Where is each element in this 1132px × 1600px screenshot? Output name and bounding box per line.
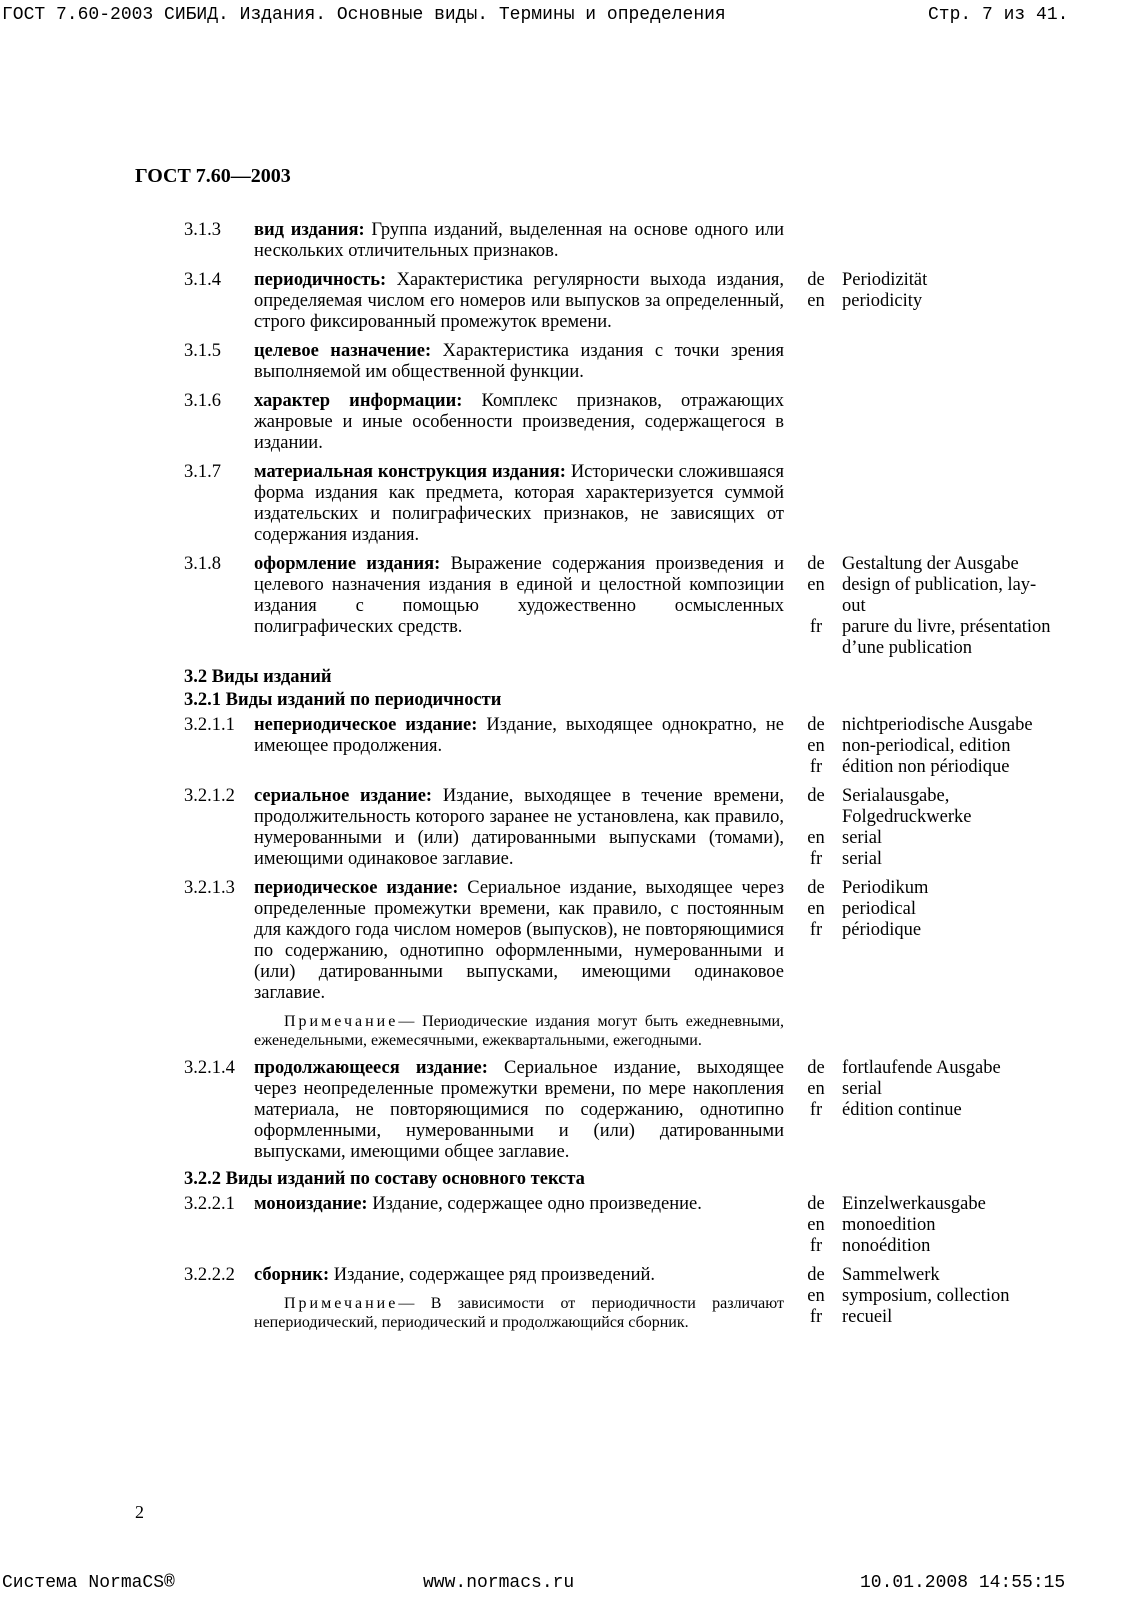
entry-number: 3.1.8 xyxy=(184,554,221,574)
entry-number: 3.1.4 xyxy=(184,270,221,290)
language-code: en xyxy=(807,899,825,919)
language-code: fr xyxy=(809,920,823,940)
equivalent-term: périodique xyxy=(842,920,922,940)
equivalent-row xyxy=(804,786,1054,828)
definition-text xyxy=(254,1058,784,1163)
footer-timestamp: 10.01.2008 14:55:15 xyxy=(860,1573,1066,1593)
term-entry xyxy=(184,786,1084,870)
foreign-equivalents xyxy=(804,1265,1054,1332)
equivalent-row xyxy=(804,1265,1054,1286)
entry-number: 3.1.3 xyxy=(184,220,221,240)
entry-definition xyxy=(254,1265,784,1332)
definition-text xyxy=(254,341,784,383)
equivalent-row xyxy=(804,757,1054,778)
term-entry xyxy=(184,462,1084,546)
equivalent-row xyxy=(804,1215,1054,1236)
foreign-equivalents xyxy=(804,220,1054,262)
definition-body: Сериальное издание, выходящее через неопределенные промежутки времени, по мере накопления материала, не повторяющимися по содержанию, однотипно оформленными, нумерованными и (или) датированными выпусками, имеющими общее заглавие. xyxy=(254,1058,784,1162)
definition-body: Издание, выходящее в течение времени, продолжительность которого заранее не установлена, как правило, нумерованными и (или) датированными выпусками (томами), имеющими одинаковое заглавие. xyxy=(254,786,785,869)
definition-body: Издание, содержащее ряд произведений. xyxy=(329,1265,656,1285)
foreign-equivalents xyxy=(804,1194,1054,1257)
language-code: de xyxy=(807,1265,825,1285)
entries-group-3-1 xyxy=(184,220,1084,659)
language-code: en xyxy=(807,828,825,848)
equivalent-term: non-periodical, edition xyxy=(842,736,1011,756)
equivalent-term: Sammelwerk xyxy=(842,1265,940,1285)
equivalent-term: design of publication, lay-out xyxy=(842,575,1037,616)
equivalent-row xyxy=(804,617,1054,659)
term-entry xyxy=(184,1194,1084,1257)
definition-body: Комплекс признаков, отражающих жанровые и иные особенности произведения, содержащегося в издании. xyxy=(254,391,784,453)
section-title-3-2-1: 3.2.1 Виды изданий по периодичности xyxy=(184,690,502,710)
equivalent-term: Periodizität xyxy=(842,270,928,290)
equivalent-term: periodicity xyxy=(842,291,923,311)
term-name: периодическое издание: xyxy=(254,878,459,898)
note-label: Примечание xyxy=(284,1013,399,1030)
equivalent-row xyxy=(804,920,1054,941)
term-name: целевое назначение: xyxy=(254,341,432,361)
definition-text xyxy=(254,391,784,454)
equivalent-term: édition continue xyxy=(842,1100,962,1120)
equivalent-row xyxy=(804,1236,1054,1257)
equivalent-row xyxy=(804,270,1054,291)
term-entry xyxy=(184,878,1084,1050)
section-title-3-2-2: 3.2.2 Виды изданий по составу основного текста xyxy=(184,1169,585,1189)
entry-definition xyxy=(254,1194,784,1257)
language-code: fr xyxy=(809,617,823,637)
note-label: Примечание xyxy=(284,1295,399,1312)
language-code: de xyxy=(807,1058,825,1078)
equivalent-row xyxy=(804,1100,1054,1121)
entry-number: 3.2.1.3 xyxy=(184,878,235,898)
term-name: материальная конструкция издания: xyxy=(254,462,566,482)
definition-text xyxy=(254,715,784,757)
equivalent-row xyxy=(804,1079,1054,1100)
entry-definition xyxy=(254,462,784,546)
definition-text xyxy=(254,1265,784,1286)
definition-text xyxy=(254,878,784,1004)
footer-website-link[interactable]: www.normacs.ru xyxy=(423,1573,575,1593)
term-name: непериодическое издание: xyxy=(254,715,478,735)
entry-number: 3.2.2.1 xyxy=(184,1194,235,1214)
language-code: en xyxy=(807,1286,825,1306)
language-code: en xyxy=(807,291,825,311)
section-title-3-2: 3.2 Виды изданий xyxy=(184,667,332,687)
foreign-equivalents xyxy=(804,554,1054,659)
equivalent-row xyxy=(804,878,1054,899)
language-code: en xyxy=(807,1079,825,1099)
equivalent-term: periodical xyxy=(842,899,916,919)
entry-number: 3.1.7 xyxy=(184,462,221,482)
equivalent-row xyxy=(804,1194,1054,1215)
term-entry xyxy=(184,391,1084,454)
term-entry xyxy=(184,715,1084,778)
entry-number: 3.1.5 xyxy=(184,341,221,361)
equivalent-row xyxy=(804,736,1054,757)
entry-note xyxy=(254,1294,784,1332)
language-code: de xyxy=(807,715,825,735)
language-code: en xyxy=(807,736,825,756)
foreign-equivalents xyxy=(804,878,1054,1050)
entry-number: 3.2.1.2 xyxy=(184,786,235,806)
definition-body: Характеристика издания с точки зрения выполняемой им общественной функции. xyxy=(254,341,784,382)
equivalent-term: nichtperiodische Ausgabe xyxy=(842,715,1033,735)
equivalent-row xyxy=(804,291,1054,312)
language-code: de xyxy=(807,1194,825,1214)
term-entry xyxy=(184,270,1084,333)
definition-body: Группа изданий, выделенная на основе одного или нескольких отличительных признаков. xyxy=(254,220,784,261)
definition-text xyxy=(254,1194,784,1215)
foreign-equivalents xyxy=(804,1058,1054,1163)
entry-definition xyxy=(254,341,784,383)
entry-number: 3.2.1.1 xyxy=(184,715,235,735)
definition-body: Сериальное издание, выходящее через определенные промежутки времени, как правило, с постоянным для каждого года числом номеров (выпусков), не повторяющимися по содержанию, однотипно оформленными, нумерованными и (или) датированными выпусками, имеющими одинаковое заглавие. xyxy=(254,878,785,1003)
term-entry xyxy=(184,341,1084,383)
entries-group-3-2-2 xyxy=(184,1194,1084,1332)
entry-definition xyxy=(254,715,784,778)
equivalent-row xyxy=(804,849,1054,870)
equivalent-row xyxy=(804,899,1054,920)
foreign-equivalents xyxy=(804,391,1054,454)
equivalent-row xyxy=(804,1286,1054,1307)
term-name: сборник: xyxy=(254,1265,330,1285)
entry-definition xyxy=(254,270,784,333)
equivalent-row xyxy=(804,554,1054,575)
definition-text xyxy=(254,554,784,638)
equivalent-row xyxy=(804,1058,1054,1079)
equivalent-term: serial xyxy=(842,849,883,869)
equivalent-term: recueil xyxy=(842,1307,893,1327)
term-name: сериальное издание: xyxy=(254,786,433,806)
equivalent-term: nonoédition xyxy=(842,1236,931,1256)
foreign-equivalents xyxy=(804,786,1054,870)
document-id: ГОСТ 7.60—2003 xyxy=(135,165,291,187)
language-code: fr xyxy=(809,849,823,869)
definition-text xyxy=(254,270,784,333)
entry-number: 3.2.2.2 xyxy=(184,1265,235,1285)
language-code: en xyxy=(807,1215,825,1235)
foreign-equivalents xyxy=(804,715,1054,778)
page-number: 2 xyxy=(135,1502,144,1522)
term-entry xyxy=(184,1058,1084,1163)
term-name: характер информации: xyxy=(254,391,463,411)
term-name: моноиздание: xyxy=(254,1194,368,1214)
entry-definition xyxy=(254,1058,784,1163)
definition-body: Издание, выходящее однократно, не имеющее продолжения. xyxy=(254,715,784,756)
term-name: продолжающееся издание: xyxy=(254,1058,488,1078)
term-name: оформление издания: xyxy=(254,554,441,574)
entry-definition xyxy=(254,220,784,262)
language-code: de xyxy=(807,554,825,574)
equivalent-term: monoedition xyxy=(842,1215,936,1235)
equivalent-term: Einzelwerkausgabe xyxy=(842,1194,986,1214)
definition-body: Характеристика регулярности выхода издания, определяемая числом его номеров или выпусков за определенный, строго фиксированный промежуток времени. xyxy=(254,270,784,332)
note-text: — В зависимости от периодичности различают непериодический, периодический и продолжающийся сборник. xyxy=(254,1295,784,1331)
terms-content xyxy=(184,220,1084,1340)
language-code: en xyxy=(807,575,825,595)
language-code: de xyxy=(807,270,825,290)
entries-group-3-2-1 xyxy=(184,715,1084,1163)
note-text: — Периодические издания могут быть ежедневными, еженедельными, ежемесячными, ежеквартальными, ежегодными. xyxy=(254,1013,784,1049)
equivalent-row xyxy=(804,575,1054,617)
equivalent-row xyxy=(804,715,1054,736)
term-entry xyxy=(184,1265,1084,1332)
equivalent-term: fortlaufende Ausgabe xyxy=(842,1058,1001,1078)
header-document-title: ГОСТ 7.60-2003 СИБИД. Издания. Основные виды. Термины и определения xyxy=(2,5,726,25)
term-name: периодичность: xyxy=(254,270,387,290)
equivalent-row xyxy=(804,828,1054,849)
equivalent-term: Serialausgabe, Folgedruckwerke xyxy=(842,786,972,827)
language-code: fr xyxy=(809,1307,823,1327)
entry-definition xyxy=(254,391,784,454)
definition-text xyxy=(254,462,784,546)
equivalent-term: Periodikum xyxy=(842,878,929,898)
foreign-equivalents xyxy=(804,270,1054,333)
entry-number: 3.2.1.4 xyxy=(184,1058,235,1078)
language-code: fr xyxy=(809,757,823,777)
equivalent-term: symposium, collection xyxy=(842,1286,1010,1306)
entry-definition xyxy=(254,554,784,659)
foreign-equivalents xyxy=(804,341,1054,383)
equivalent-row xyxy=(804,1307,1054,1328)
entry-note xyxy=(254,1012,784,1050)
foreign-equivalents xyxy=(804,462,1054,546)
equivalent-term: parure du livre, présentation d’une publication xyxy=(842,617,1051,658)
entry-definition xyxy=(254,786,784,870)
definition-body: Исторически сложившаяся форма издания как предмета, которая характеризуется суммой издательских и полиграфических признаков, не зависящих от содержания издания. xyxy=(254,462,784,545)
language-code: de xyxy=(807,878,825,898)
language-code: de xyxy=(807,786,825,806)
equivalent-term: serial xyxy=(842,828,883,848)
term-name: вид издания: xyxy=(254,220,365,240)
definition-body: Выражение содержания произведения и целевого назначения издания в единой и целостной композиции издания с помощью художественно осмысленных полиграфических средств. xyxy=(254,554,784,637)
equivalent-term: serial xyxy=(842,1079,883,1099)
equivalent-term: Gestaltung der Ausgabe xyxy=(842,554,1019,574)
entry-definition xyxy=(254,878,784,1050)
term-entry xyxy=(184,554,1084,659)
term-entry xyxy=(184,220,1084,262)
language-code: fr xyxy=(809,1100,823,1120)
entry-number: 3.1.6 xyxy=(184,391,221,411)
header-page-info: Стр. 7 из 41. xyxy=(928,5,1069,25)
footer-system-name: Система NormaCS® xyxy=(2,1573,175,1593)
equivalent-term: édition non périodique xyxy=(842,757,1010,777)
definition-body: Издание, содержащее одно произведение. xyxy=(367,1194,702,1214)
language-code: fr xyxy=(809,1236,823,1256)
definition-text xyxy=(254,786,784,870)
definition-text xyxy=(254,220,784,262)
